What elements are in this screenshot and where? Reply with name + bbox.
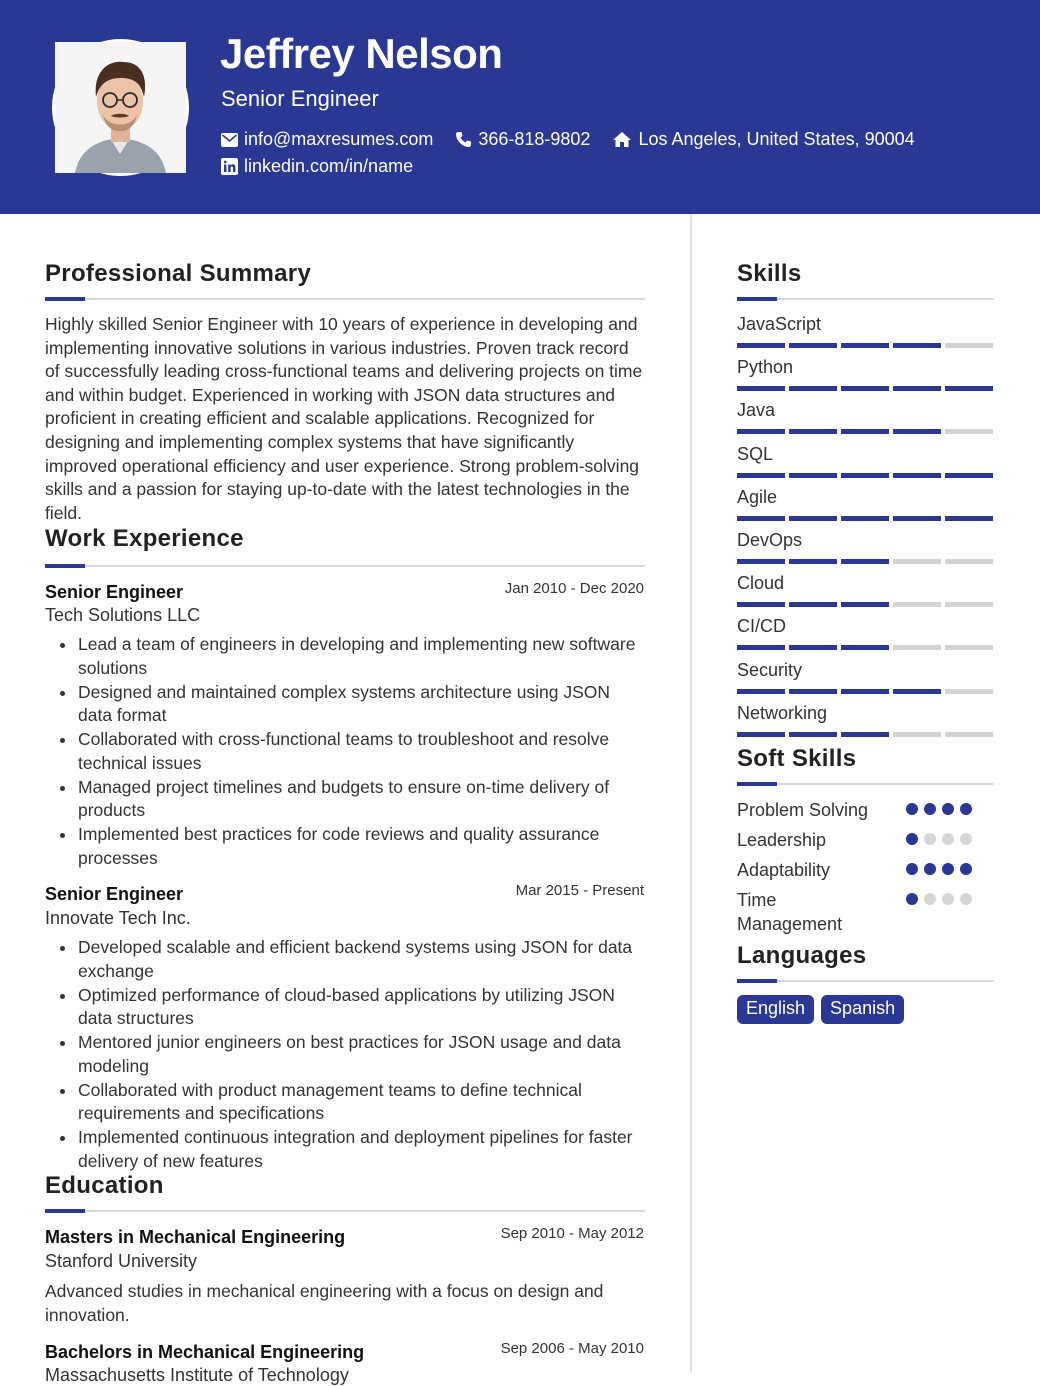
skill-row xyxy=(737,703,993,737)
skill-level-segment xyxy=(789,386,837,391)
skills-accent xyxy=(737,297,777,301)
summary-accent xyxy=(45,297,85,301)
skill-level-segment xyxy=(789,689,837,694)
experience-divider xyxy=(45,565,645,567)
skill-level-segment xyxy=(841,343,889,348)
language-badge: English xyxy=(737,995,814,1024)
school-name: Massachusetts Institute of Technology xyxy=(45,1365,349,1385)
bullet-item: Managed project timelines and budgets to ensure on-time delivery of products xyxy=(46,776,646,823)
rating-dot xyxy=(960,863,972,875)
soft-skill-name: Leadership xyxy=(737,830,827,850)
job-title: Senior Engineer xyxy=(45,884,184,904)
skill-level-bar xyxy=(737,429,993,434)
skill-name: Security xyxy=(737,659,803,680)
skill-level-segment xyxy=(893,602,941,607)
bullet-item: Collaborated with cross-functional teams to troubleshoot and resolve technical issues xyxy=(46,728,646,775)
education-heading: Education xyxy=(45,1172,164,1199)
skill-name: Agile xyxy=(737,486,778,507)
skill-name: Python xyxy=(737,357,794,378)
soft-skill-name: Adaptability xyxy=(737,860,831,880)
summary-divider xyxy=(45,298,645,300)
skill-row xyxy=(737,660,993,694)
skill-level-segment xyxy=(893,343,941,348)
rating-dot xyxy=(942,833,954,845)
skill-level-segment xyxy=(737,473,785,478)
education-accent xyxy=(45,1209,85,1213)
skill-name: JavaScript xyxy=(737,314,822,334)
skill-level-bar xyxy=(737,343,993,348)
bullet-item: Lead a team of engineers in developing and implementing new software solutions xyxy=(46,633,646,680)
skill-level-segment xyxy=(893,559,941,564)
contact-row-secondary xyxy=(221,156,435,177)
skill-row xyxy=(737,487,993,521)
email-text: info@maxresumes.com xyxy=(244,129,434,149)
degree-dates: Sep 2010 - May 2012 xyxy=(500,1225,644,1242)
skill-level-segment xyxy=(789,429,837,434)
skill-level-segment xyxy=(945,343,993,348)
soft-skill-rating xyxy=(906,833,972,845)
summary-heading: Professional Summary xyxy=(45,260,312,287)
rating-dot xyxy=(906,803,918,815)
rating-dot xyxy=(960,803,972,815)
bullet-item: Collaborated with product management teams to define technical requirements and specifications xyxy=(46,1079,646,1126)
skill-level-bar xyxy=(737,516,993,521)
rating-dot xyxy=(960,833,972,845)
languages-heading: Languages xyxy=(737,942,867,969)
skill-level-bar xyxy=(737,386,993,391)
degree-description: Advanced studies in mechanical engineering with a focus on design and innovation. xyxy=(45,1281,604,1325)
skill-level-segment xyxy=(789,732,837,737)
experience-accent xyxy=(45,564,85,568)
resume-header xyxy=(0,0,1040,214)
skill-level-segment xyxy=(841,516,889,521)
bullet-item: Developed scalable and efficient backend systems using JSON for data exchange xyxy=(46,936,646,983)
degree-dates: Sep 2006 - May 2010 xyxy=(500,1340,644,1357)
linkedin-text: linkedin.com/in/name xyxy=(244,156,414,176)
rating-dot xyxy=(906,833,918,845)
skill-level-segment xyxy=(789,473,837,478)
soft-skill-name: Problem Solving xyxy=(737,800,869,820)
language-badge: Spanish xyxy=(821,995,904,1024)
skill-level-segment xyxy=(841,645,889,650)
skill-level-bar xyxy=(737,559,993,564)
skill-level-segment xyxy=(945,386,993,391)
skill-level-segment xyxy=(737,689,785,694)
skill-level-segment xyxy=(893,689,941,694)
skill-name: Cloud xyxy=(737,573,785,594)
skill-level-segment xyxy=(737,559,785,564)
rating-dot xyxy=(924,893,936,905)
skill-name: Networking xyxy=(737,702,828,723)
skill-name: SQL xyxy=(737,443,774,464)
rating-dot xyxy=(960,893,972,905)
languages-accent xyxy=(737,979,777,983)
contact-row xyxy=(221,129,937,150)
rating-dot xyxy=(924,863,936,875)
skill-row xyxy=(737,357,993,391)
soft-skills-accent xyxy=(737,782,777,786)
phone-text: 366-818-9802 xyxy=(478,129,591,149)
experience-heading: Work Experience xyxy=(45,525,244,552)
contact-email[interactable] xyxy=(221,129,433,150)
skill-level-bar xyxy=(737,473,993,478)
skill-row xyxy=(737,444,993,478)
skill-level-segment xyxy=(841,732,889,737)
contact-location xyxy=(612,129,914,150)
envelope-icon xyxy=(221,133,238,147)
skill-level-segment xyxy=(789,602,837,607)
skill-level-segment xyxy=(893,732,941,737)
job-company: Innovate Tech Inc. xyxy=(45,908,191,928)
skill-row xyxy=(737,314,993,348)
skill-level-segment xyxy=(789,516,837,521)
rating-dot xyxy=(924,833,936,845)
skill-level-segment xyxy=(737,645,785,650)
bullet-item: Implemented best practices for code reviews and quality assurance processes xyxy=(46,823,646,870)
soft-skill-rating xyxy=(906,863,972,875)
candidate-title: Senior Engineer xyxy=(221,86,379,111)
bullet-item: Optimized performance of cloud-based applications by utilizing JSON data structures xyxy=(46,984,646,1031)
skill-level-bar xyxy=(737,645,993,650)
skill-level-segment xyxy=(945,516,993,521)
skill-level-segment xyxy=(893,429,941,434)
skill-level-segment xyxy=(945,602,993,607)
rating-dot xyxy=(942,893,954,905)
skill-level-segment xyxy=(737,429,785,434)
soft-skill-rating xyxy=(906,893,972,905)
education-divider xyxy=(45,1210,645,1212)
phone-icon xyxy=(455,131,472,148)
degree-title: Bachelors in Mechanical Engineering xyxy=(45,1342,365,1362)
location-text: Los Angeles, United States, 90004 xyxy=(638,129,915,149)
skill-name: DevOps xyxy=(737,530,803,550)
skill-level-segment xyxy=(841,429,889,434)
skill-level-segment xyxy=(789,645,837,650)
skill-level-segment xyxy=(945,732,993,737)
school-name: Stanford University xyxy=(45,1251,198,1271)
skill-level-segment xyxy=(893,386,941,391)
skill-row xyxy=(737,573,993,607)
column-divider xyxy=(690,214,692,1372)
skill-level-segment xyxy=(737,516,785,521)
profile-photo xyxy=(52,39,189,176)
skill-name: Java xyxy=(737,400,776,421)
skill-level-segment xyxy=(841,473,889,478)
rating-dot xyxy=(906,863,918,875)
skill-level-segment xyxy=(945,429,993,434)
bullet-item: Mentored junior engineers on best practices for JSON usage and data modeling xyxy=(46,1031,646,1078)
candidate-name: Jeffrey Nelson xyxy=(220,30,503,77)
skill-level-segment xyxy=(841,602,889,607)
skill-level-segment xyxy=(737,732,785,737)
job-bullets xyxy=(46,936,646,1174)
contact-phone[interactable] xyxy=(455,129,590,150)
skill-level-segment xyxy=(841,559,889,564)
languages-list xyxy=(737,995,904,1024)
skill-level-segment xyxy=(841,689,889,694)
skill-level-segment xyxy=(737,602,785,607)
skill-level-bar xyxy=(737,689,993,694)
linkedin-icon xyxy=(221,158,238,175)
soft-skill-rating xyxy=(906,803,972,815)
skills-heading: Skills xyxy=(737,260,802,287)
rating-dot xyxy=(942,803,954,815)
bullet-item: Designed and maintained complex systems architecture using JSON data format xyxy=(46,681,646,728)
soft-skills-heading: Soft Skills xyxy=(737,745,857,772)
rating-dot xyxy=(924,803,936,815)
skill-row xyxy=(737,530,993,564)
summary-text: Highly skilled Senior Engineer with 10 years of experience in developing and implementing innovative solutions in various industries. Proven track record of successfully leading cross-functional teams and delivering projects on time and within budget. Experienced in working with JSON data structures and proficient in creating efficient and scalable applications. Recognized for designing and implementing complex systems that have significantly improved operational efficiency and user experience. Strong problem-solving skills and a passion for staying up-to-date with the latest technologies in the field. xyxy=(45,314,643,523)
skill-row xyxy=(737,616,993,650)
skill-level-segment xyxy=(945,559,993,564)
job-dates: Mar 2015 - Present xyxy=(515,882,644,899)
job-bullets xyxy=(46,633,646,871)
skill-level-segment xyxy=(789,343,837,348)
home-icon xyxy=(612,131,632,148)
skill-level-segment xyxy=(737,386,785,391)
profile-photo-illustration xyxy=(55,42,186,173)
contact-linkedin[interactable] xyxy=(221,156,413,177)
skill-level-bar xyxy=(737,732,993,737)
skill-level-segment xyxy=(737,343,785,348)
skill-level-segment xyxy=(945,645,993,650)
skill-level-segment xyxy=(841,386,889,391)
skill-level-segment xyxy=(945,473,993,478)
bullet-item: Implemented continuous integration and deployment pipelines for faster delivery of new features xyxy=(46,1126,646,1173)
skill-level-segment xyxy=(893,645,941,650)
skill-level-segment xyxy=(893,473,941,478)
job-company: Tech Solutions LLC xyxy=(45,605,201,625)
job-title: Senior Engineer xyxy=(45,582,184,602)
skill-level-segment xyxy=(789,559,837,564)
skill-level-segment xyxy=(893,516,941,521)
soft-skill-name: Time Management xyxy=(737,890,843,934)
skill-row xyxy=(737,400,993,434)
skill-level-bar xyxy=(737,602,993,607)
skill-level-segment xyxy=(945,689,993,694)
skill-name: CI/CD xyxy=(737,616,786,637)
degree-title: Masters in Mechanical Engineering xyxy=(45,1227,346,1247)
job-dates: Jan 2010 - Dec 2020 xyxy=(504,580,644,597)
rating-dot xyxy=(942,863,954,875)
rating-dot xyxy=(906,893,918,905)
